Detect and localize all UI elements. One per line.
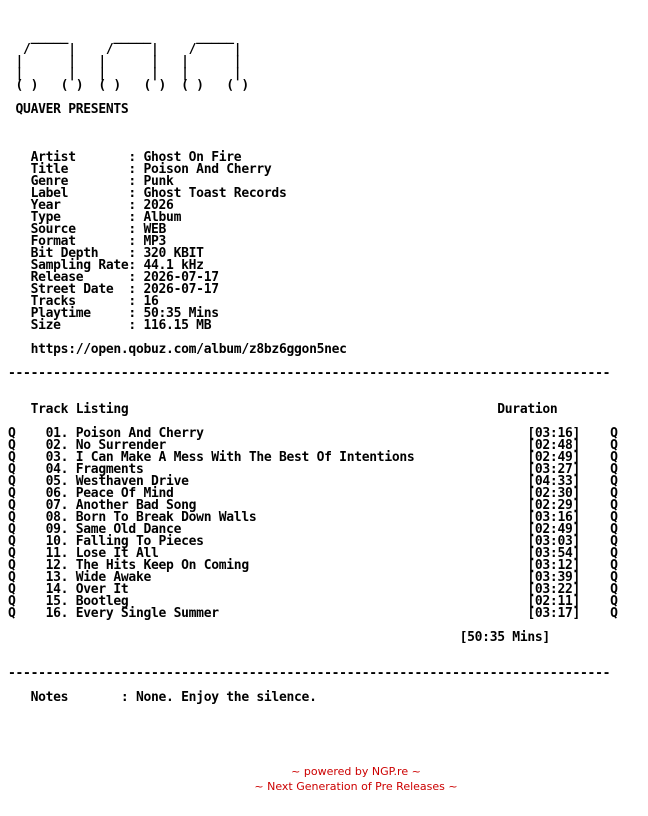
footer-tagline: ~ Next Generation of Pre Releases ~ — [254, 780, 458, 793]
footer-powered-by: ~ powered by NGP.re ~ — [291, 765, 421, 778]
nfo-text: _____ _____ _____ / | / | / | | | | | | | | | | | | | ( ) ( ) ( ) ( ) ( ) ( ) QUAVER PRESENTS Artist : Ghost On Fire Title : Poison And Cherry Genre : Punk Label : Ghost Toast Records Year : 2026 Type : Album Source : WEB Format : MP3 Bit Depth : 320 KBIT Sampling Rate: 44.1 kHz Release : 2026-07-17 Street Date : 2026-07-17 Tracks : 16 Playtime : 50:35 Mins Size : 116.15 MB https://open.qobuz.com/album/z8bz6ggon5nec -------------------------------------------------------------------------------- Track Listing Duration Q 01. Poison And Cherry [03:16] Q Q 02. No Surrender [02:48] Q Q 03. I Can Make A Mess With The Best Of Intentions [02:49] Q Q 04. Fragments [03:27] Q Q 05. Westhaven Drive [04:33] Q Q 06. Peace Of Mind [02:30] Q Q 07. Another Bad Song [02:29] Q Q 08. Born To Break Down Walls [03:16] Q Q 09. Same Old Dance [02:49] Q Q 10. Falling To Pieces [03:03] Q Q 11. Lose It All [03:54] Q Q 12. The Hits Keep On Coming [03:12] Q Q 13. Wide Awake [03:39] Q Q 14. Over It [03:22] Q Q 15. Bootleg [02:11] Q Q 16. Every Single Summer [03:17] Q [50:35 Mins] -------------------------------------------------------------------------------- Notes : None. Enjoy the silence. — [8, 30, 618, 705]
